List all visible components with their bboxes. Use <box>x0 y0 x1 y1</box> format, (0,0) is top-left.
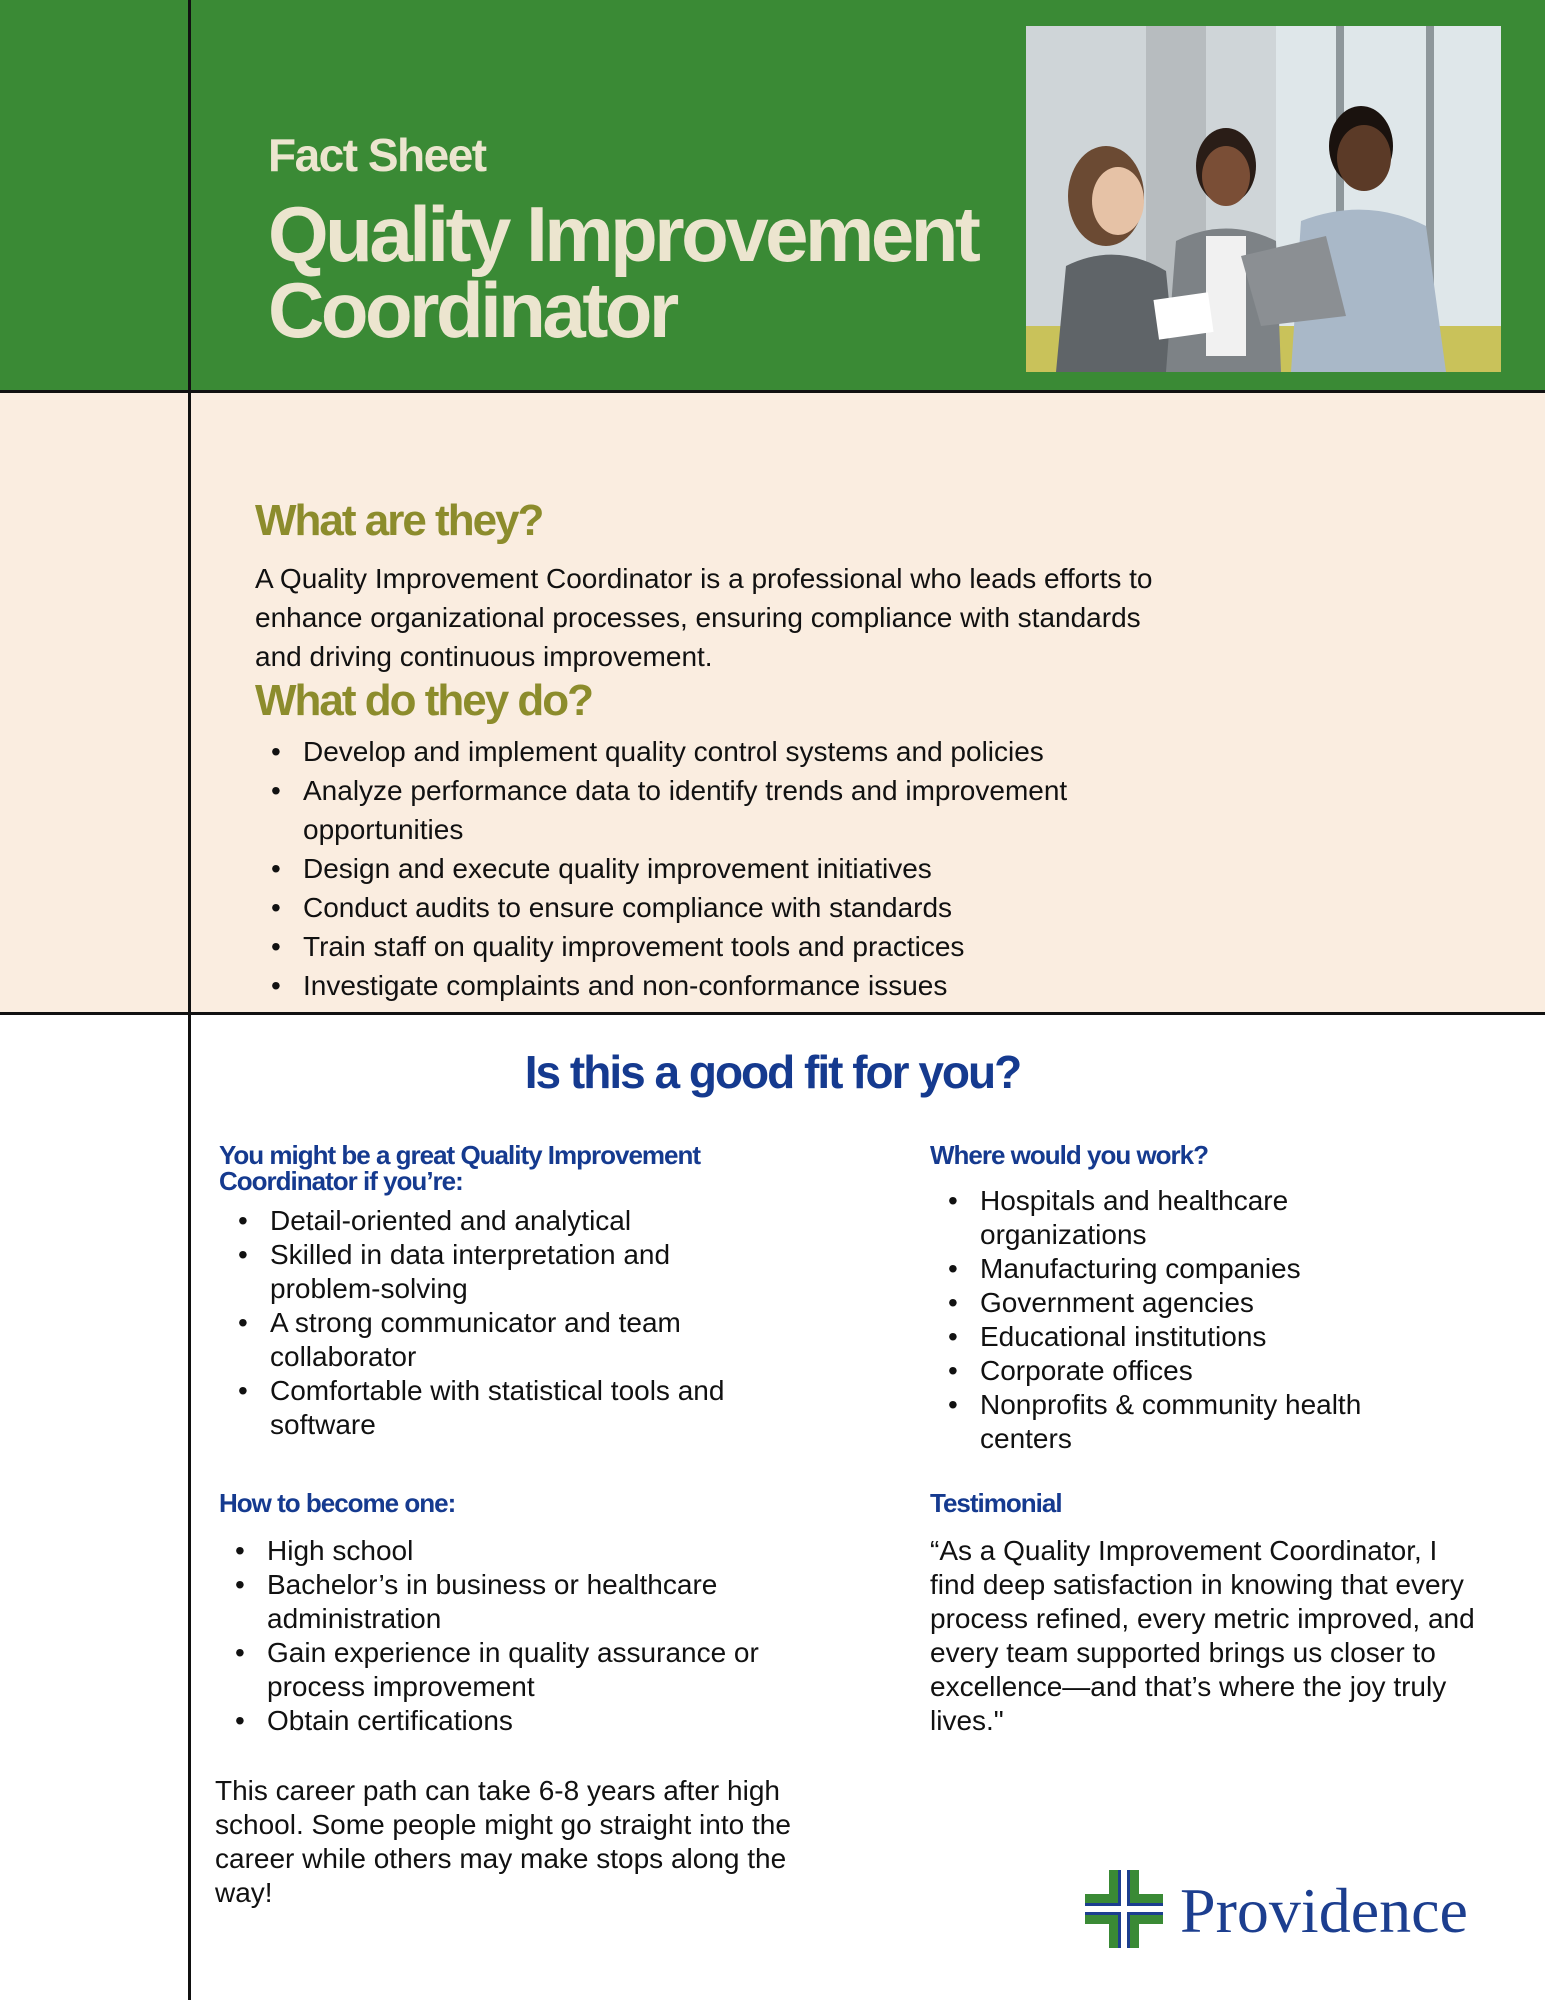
list-item: • Nonprofits & community health centers <box>932 1388 1362 1456</box>
traits-list <box>222 1204 782 1442</box>
list-item: • Corporate offices <box>932 1354 1362 1388</box>
list-item: • Develop and implement quality control systems and policies <box>255 732 1195 771</box>
work-heading: Where would you work? <box>930 1140 1209 1170</box>
list-item: • Design and execute quality improvement initiatives <box>255 849 1195 888</box>
list-item: • A strong communicator and team collaborator <box>222 1306 782 1374</box>
margin-rule <box>188 0 191 2000</box>
list-item: • Bachelor’s in business or healthcare administration <box>219 1568 819 1636</box>
list-item: • Detail-oriented and analytical <box>222 1204 782 1238</box>
list-item: • Investigate complaints and non-conformance issues <box>255 966 1195 1005</box>
divider-bottom <box>0 1012 1545 1015</box>
what-are-they-heading: What are they? <box>255 496 543 545</box>
providence-logo-text: Providence <box>1180 1875 1468 1946</box>
title-line-1: Quality Improvement <box>268 190 978 278</box>
list-item: • Educational institutions <box>932 1320 1362 1354</box>
list-item: • Comfortable with statistical tools and software <box>222 1374 782 1442</box>
work-places-list <box>932 1184 1362 1456</box>
list-item: • Hospitals and healthcare organizations <box>932 1184 1362 1252</box>
become-heading: How to become one: <box>219 1488 456 1518</box>
providence-cross-icon <box>1085 1870 1163 1953</box>
title-line-2: Coordinator <box>268 266 676 354</box>
steps-list <box>219 1534 819 1738</box>
duties-list <box>255 732 1195 1005</box>
list-item: • Obtain certifications <box>219 1704 819 1738</box>
what-do-they-do-heading: What do they do? <box>255 676 593 725</box>
page-title <box>268 190 978 354</box>
list-item: • High school <box>219 1534 819 1568</box>
list-item: • Analyze performance data to identify trends and improvement opportunities <box>255 771 1195 849</box>
list-item: • Train staff on quality improvement tools and practices <box>255 927 1195 966</box>
what-are-they-text: A Quality Improvement Coordinator is a professional who leads efforts to enhance organizational processes, ensuring compliance with standards and driving continuous improvement. <box>255 563 1153 672</box>
list-item: • Gain experience in quality assurance or process improvement <box>219 1636 819 1704</box>
eyebrow: Fact Sheet <box>268 129 486 181</box>
testimonial-heading: Testimonial <box>930 1488 1062 1518</box>
list-item: • Manufacturing companies <box>932 1252 1362 1286</box>
list-item: • Government agencies <box>932 1286 1362 1320</box>
testimonial-quote: “As a Quality Improvement Coordinator, I find deep satisfaction in knowing that every process refined, every metric improved, and every team supported brings us closer to excellence—and that’s where the joy truly lives." <box>930 1535 1475 1736</box>
team-meeting-photo <box>1026 26 1501 372</box>
list-item: • Conduct audits to ensure compliance with standards <box>255 888 1195 927</box>
list-item: • Skilled in data interpretation and problem-solving <box>222 1238 782 1306</box>
divider-top <box>0 390 1545 393</box>
photo-illustration <box>1026 26 1501 372</box>
traits-heading: You might be a great Quality Improvement Coordinator if you’re: <box>219 1140 701 1196</box>
fit-heading: Is this a good fit for you? <box>524 1046 1021 1098</box>
career-path-note: This career path can take 6-8 years after high school. Some people might go straight into the career while others may make stops along the way! <box>215 1775 791 1908</box>
